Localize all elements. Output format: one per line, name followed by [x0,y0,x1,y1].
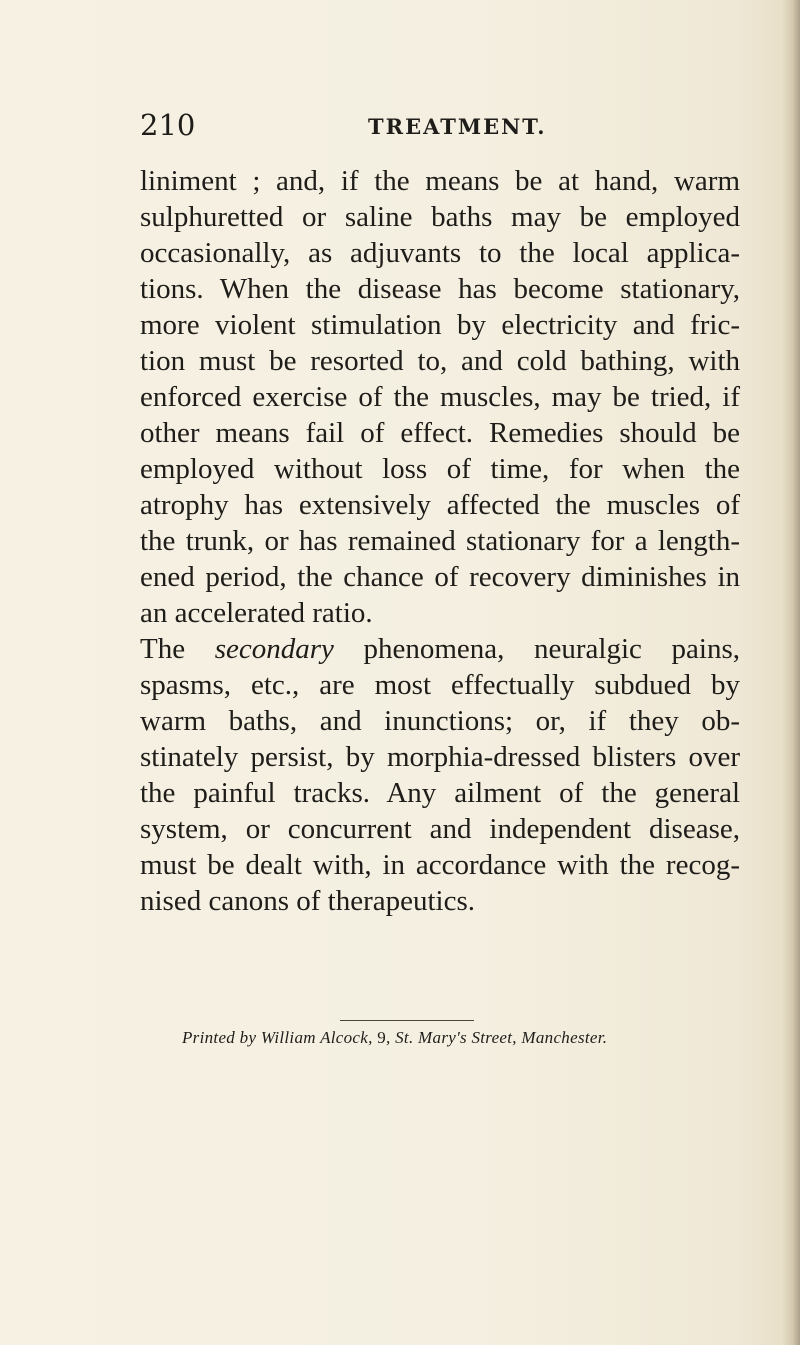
text-line: tions. When the disease has become stationary, [140,273,740,305]
text-line: employed without loss of time, for when the [140,453,740,485]
running-head: TREATMENT. [368,114,547,139]
imprint-text: Printed by William Alcock, [182,1028,378,1047]
text-line: system, or concurrent and independent disease, [140,813,740,845]
text-line: spasms, etc., are most effectually subdued by [140,669,740,701]
text-line: more violent stimulation by electricity and fric- [140,309,740,341]
text-line: the painful tracks. Any ailment of the general [140,777,740,809]
page-number: 210 [140,108,196,142]
text-line: other means fail of effect. Remedies should be [140,417,740,449]
text-line: tion must be resorted to, and cold bathing, with [140,345,740,377]
text-line: sulphuretted or saline baths may be employed [140,201,740,233]
imprint-text: , St. Mary's Street, Manchester. [386,1028,608,1047]
text-line: liniment ; and, if the means be at hand, warm [140,165,740,197]
text-fragment: phenomena, neuralgic pains, [333,633,740,665]
printer-imprint [182,1028,682,1048]
paragraph-2 [140,631,740,919]
paragraph-1 [140,163,740,631]
text-line: an accelerated ratio. [140,597,373,629]
text-line: warm baths, and inunctions; or, if they ob- [140,705,740,737]
text-line: the trunk, or has remained stationary for a length- [140,525,740,557]
text-line: must be dealt with, in accordance with the recog- [140,849,740,881]
body-text [140,163,740,919]
text-line: stinately persist, by morphia-dressed blisters over [140,741,740,773]
text-line: ened period, the chance of recovery diminishes in [140,561,740,593]
emphasized-word: secondary [214,633,334,665]
text-line: atrophy has extensively affected the muscles of [140,489,740,521]
text-line: enforced exercise of the muscles, may be tried, if [140,381,740,413]
text-line: occasionally, as adjuvants to the local applica- [140,237,740,269]
imprint-rule [340,1020,474,1021]
page-header [140,108,740,152]
page-edge-shadow [782,0,800,1345]
text-line: nised canons of therapeutics. [140,885,476,917]
text-line-with-emphasis [140,631,740,667]
text-fragment: The [140,633,215,665]
imprint-number: 9 [377,1028,387,1047]
